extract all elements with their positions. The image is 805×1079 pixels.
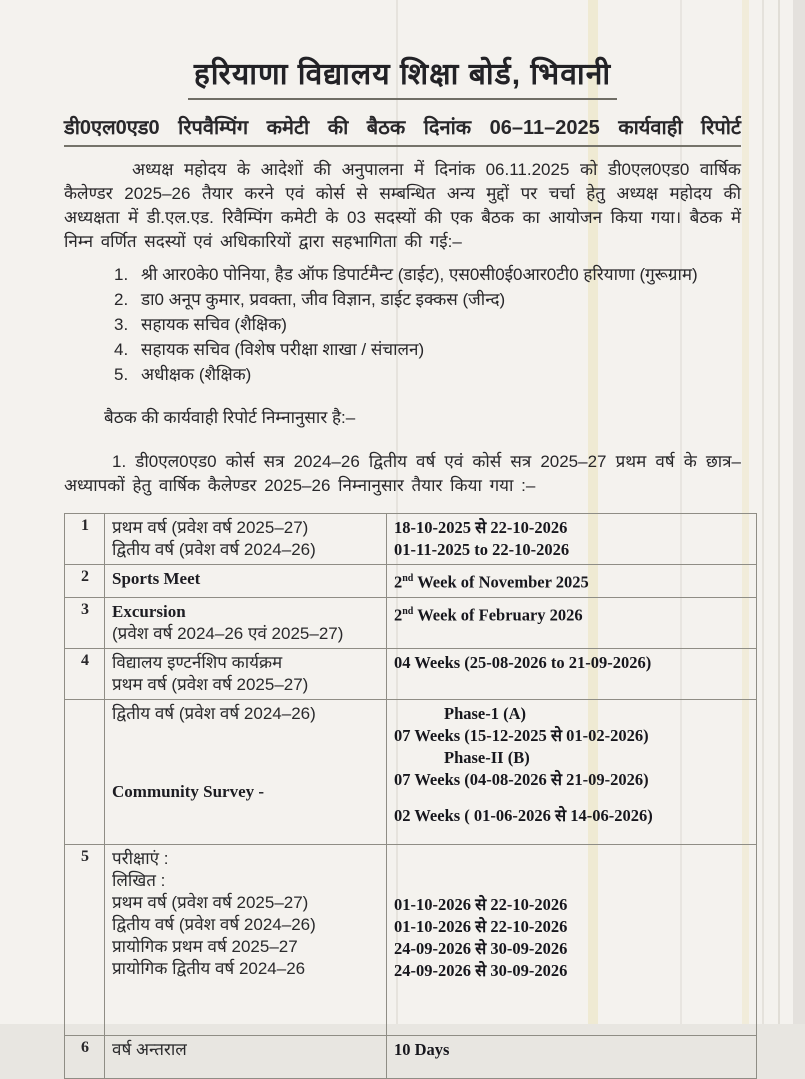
text-line: द्वितीय वर्ष (प्रवेश वर्ष 2024–26) [112,540,316,559]
activity-cell [105,565,387,598]
row-number-cell: 1 [65,514,105,565]
schedule-cell [387,514,757,565]
attendee-item [114,338,741,361]
text-line: द्वितीय वर्ष (प्रवेश वर्ष 2024–26) [112,914,316,934]
attendee-list [114,263,741,386]
row-number-cell: 2 [65,565,105,598]
activity-cell [105,1035,387,1078]
text-line: 01-10-2026 से 22-10-2026 [394,894,568,914]
schedule-cell [387,648,757,699]
schedule-cell [387,844,757,1035]
text-line: द्वितीय वर्ष (प्रवेश वर्ष 2024–26) [112,703,316,723]
table-row [65,597,757,648]
activity-cell [105,648,387,699]
text-line: विद्यालय इण्टर्नशिप कार्यक्रम [112,652,283,672]
row-number-cell: 6 [65,1035,105,1078]
row-number-cell: 5 [65,844,105,1035]
table-row [65,844,757,1035]
schedule-cell [387,597,757,648]
text-line: 07 Weeks (04-08-2026 से 21-09-2026) [394,769,649,789]
attendee-name: डा0 अनूप कुमार, प्रवक्ता, जीव विज्ञान, डाईट इक्कस (जीन्द) [141,290,506,309]
text-line: 24-09-2026 से 30-09-2026 [394,938,568,958]
text-line: 04 Weeks (25-08-2026 to 21-09-2026) [394,652,652,672]
attendee-name: सहायक सचिव (विशेष परीक्षा शाखा / संचालन) [141,340,425,359]
text-line: प्रथम वर्ष (प्रवेश वर्ष 2025–27) [112,518,309,537]
text-line: लिखित : [112,870,166,890]
text-line: वर्ष अन्तराल [112,1039,187,1059]
text-line: प्रायोगिक प्रथम वर्ष 2025–27 [112,936,298,956]
attendee-name: श्री आर0के0 पोनिया, हैड ऑफ डिपार्टमैन्ट (डाईट), एस0सी0ई0आर0टी0 हरियाणा (गुरूग्राम) [141,265,698,284]
schedule-cell [387,1035,757,1078]
report-line: बैठक की कार्यवाही रिपोर्ट निम्नानुसार है:– [104,408,356,427]
table-row [65,514,757,565]
text-line: 24-09-2026 से 30-09-2026 [394,960,568,980]
page-title: हरियाणा विद्यालय शिक्षा बोर्ड, भिवानी [188,52,617,100]
attendee-name: अधीक्षक (शैक्षिक) [141,365,252,384]
table-row [65,699,757,844]
text-line: Phase-II (B) [444,747,530,767]
text-line: 02 Weeks ( 01-06-2026 से 14-06-2026) [394,805,653,825]
text-line: (प्रवेश वर्ष 2024–26 एवं 2025–27) [112,623,344,643]
table-row [65,1035,757,1078]
text-line: Community Survey - [112,781,265,801]
activity-cell [105,597,387,648]
text-line: 01-11-2025 to 22-10-2026 [394,540,570,559]
text-line: प्रथम वर्ष (प्रवेश वर्ष 2025–27) [112,674,309,694]
attendee-name: सहायक सचिव (शैक्षिक) [141,315,287,334]
text-line: 2nd Week of November 2025 [394,572,589,592]
text-line: 07 Weeks (15-12-2025 से 01-02-2026) [394,725,649,745]
text-line: 18-10-2025 से 22-10-2026 [394,518,568,537]
activity-cell [105,699,387,844]
attendee-item [114,263,741,286]
attendee-number: 5. [114,365,129,384]
attendee-number: 2. [114,290,129,309]
text-line: प्रथम वर्ष (प्रवेश वर्ष 2025–27) [112,892,309,912]
attendee-item [114,363,741,386]
page-subtitle: डी0एल0एड0 रिपवैम्पिंग कमेटी की बैठक दिनांक 06–11–2025 कार्यवाही रिपोर्ट [64,113,741,147]
table-row [65,565,757,598]
text-line: Phase-1 (A) [444,703,527,723]
row-number-cell: 4 [65,648,105,699]
annual-calendar-table [64,513,757,1079]
intro-paragraph: अध्यक्ष महोदय के आदेशों की अनुपालना में दिनांक 06.11.2025 को डी0एल0एड0 वार्षिक कैलेण्डर 2025–26 तैयार करने एवं कोर्स से सम्बन्धित अन्य मुद्दों पर चर्चा हेतु अध्यक्ष महोदय की अध्यक्षता में डी.एल.एड. रिवैम्पिंग कमेटी के 03 सदस्यों की एक बैठक का आयोजन किया गया। बैठक में निम्न वर्णित सदस्यों एवं अधिकारियों द्वारा सहभागिता की गई:– [64,160,741,251]
schedule-cell [387,565,757,598]
attendee-number: 4. [114,340,129,359]
calendar-intro-line: 1. डी0एल0एड0 कोर्स सत्र 2024–26 द्वितीय वर्ष एवं कोर्स सत्र 2025–27 प्रथम वर्ष के छात्र–अध्यापकों हेतु वार्षिक कैलेण्डर 2025–26 निम्नानुसार तैयार किया गया :– [64,452,741,495]
activity-cell [105,514,387,565]
text-line: परीक्षाएं : [112,848,169,868]
text-line: 2nd Week of February 2026 [394,605,583,624]
text-line: 10 Days [394,1039,450,1059]
attendee-number: 3. [114,315,129,334]
text-line: 01-10-2026 से 22-10-2026 [394,916,568,936]
attendee-item [114,288,741,311]
activity-cell [105,844,387,1035]
attendee-item [114,313,741,336]
header [64,52,741,100]
table-row [65,648,757,699]
row-number-cell [65,699,105,844]
text-line: Sports Meet [112,569,201,588]
row-number-cell: 3 [65,597,105,648]
schedule-cell [387,699,757,844]
attendee-number: 1. [114,265,129,284]
text-line: Excursion [112,601,186,621]
text-line: प्रायोगिक द्वितीय वर्ष 2024–26 [112,958,306,978]
